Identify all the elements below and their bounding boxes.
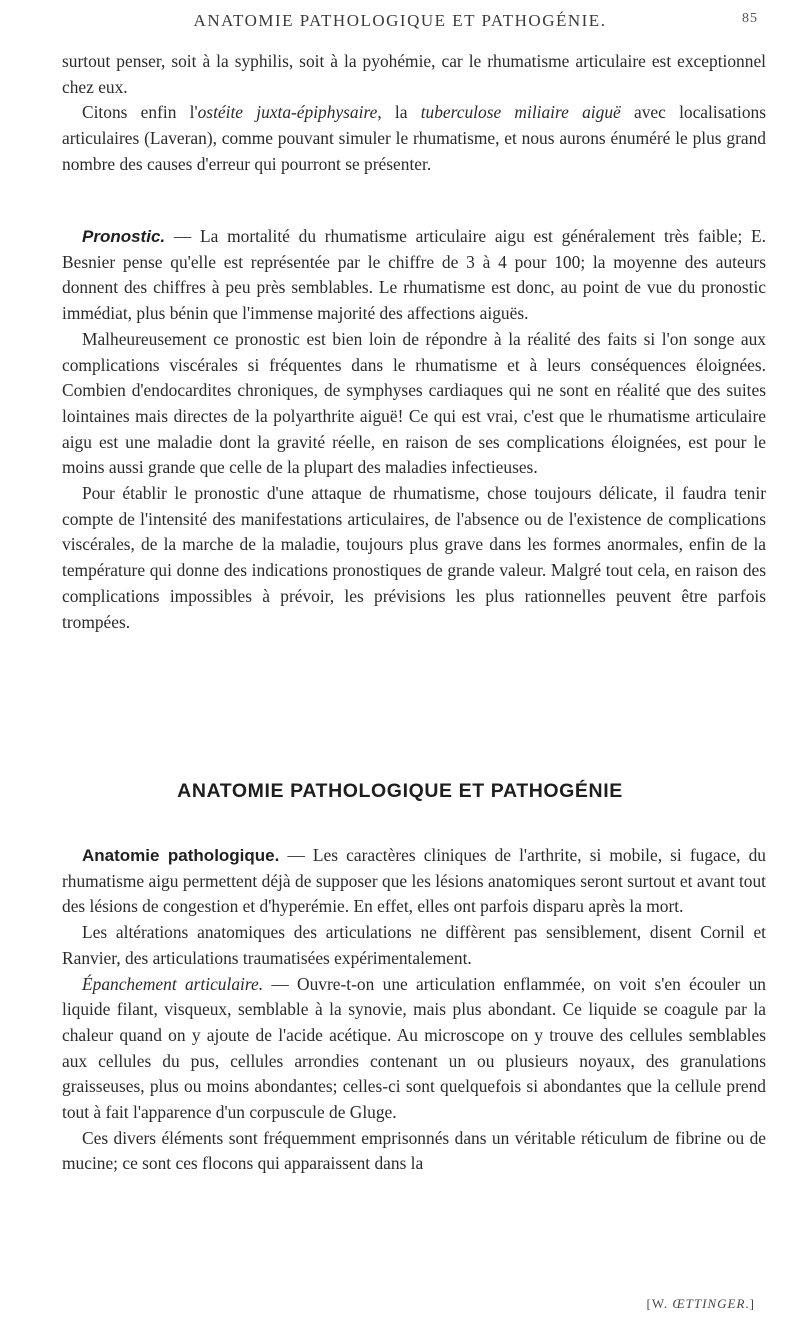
- paragraph-epanchement: [62, 972, 766, 1126]
- author-signature: [647, 1296, 756, 1312]
- italic-term: tuberculose miliaire aiguë: [420, 102, 621, 123]
- paragraph-anatomie: [62, 843, 766, 920]
- paragraph-text: Malheureusement ce pronostic est bien loin de répondre à la réalité des faits si l'on songe aux complications viscérales si fréquentes dans le rhumatisme et à leurs conséquences éloignées. Combien d'endocardites chroniques, de symphyses cardiaques qui ne sont en réalité que des suites lointaines mais directes de la polyarthrite aiguë! Ce qui est vrai, c'est que le rhumatisme articulaire aigu est une maladie dont la gravité réelle, en raison de ses complications éloignées, est pour le moins aussi grande que celle de la plupart des maladies infectieuses.: [62, 328, 766, 478]
- running-head: [0, 11, 800, 35]
- paragraph-text: Citons enfin l': [82, 102, 198, 123]
- signature-bracket: .]: [745, 1296, 755, 1311]
- signature-bracket: [W.: [646, 1296, 673, 1311]
- paragraph-text: — Les caractères cliniques de l'arthrite, si mobile, si fugace, du rhumatisme aigu permettent déjà de supposer que les lésions anatomiques seront surtout et avant tout des lésions de congestion et d'hyperémie. En effet, elles ont parfois disparu après la mort.: [62, 845, 767, 917]
- running-title: ANATOMIE PATHOLOGIQUE ET PATHOGÉNIE.: [193, 11, 607, 30]
- anatomie-section: [62, 843, 766, 1177]
- paragraph-text: , la: [377, 102, 421, 123]
- paragraph-elements: [62, 1126, 766, 1177]
- epanchement-heading: Épanchement articulaire.: [82, 973, 264, 994]
- pronostic-heading: Pronostic.: [82, 227, 166, 246]
- anatomie-heading: Anatomie pathologique.: [82, 846, 280, 865]
- paragraph-etablir: [62, 481, 766, 635]
- paragraph-syphilis: [62, 49, 766, 100]
- paragraph-text: avec localisations articulaires (Laveran), comme pouvant simuler le rhumatisme, et nous aurons énuméré le plus grand nombre des causes d'erreur qui pourront se présenter.: [62, 102, 767, 174]
- paragraph-text: surtout penser, soit à la syphilis, soit à la pyohémie, car le rhumatisme articulaire est exceptionnel chez eux.: [62, 51, 766, 97]
- signature-name: ŒTTINGER: [672, 1296, 746, 1311]
- pronostic-section: [62, 224, 766, 635]
- paragraph-text: Pour établir le pronostic d'une attaque de rhumatisme, chose toujours délicate, il faudra tenir compte de l'intensité des manifestations articulaires, de l'absence ou de l'existence de complications viscérales, de la marche de la maladie, toujours plus grave dans les formes anormales, enfin de la température qui donne des indications pronostiques de grande valeur. Malgré tout cela, en raison des complications impossibles à prévoir, les prévisions les plus rationnelles peuvent être parfois trompées.: [62, 483, 766, 632]
- paragraph-text: — Ouvre-t-on une articulation enflammée, on voit s'en écouler un liquide filant, visqueux, semblable à la synovie, mais plus abondant. Ce liquide se coagule par la chaleur quand on y ajoute de l'acide acétique. Au microscope on y trouve des cellules semblables aux cellules du pus, cellules arrondies contenant un ou plusieurs noyaux, des granulations graisseuses, plus ou moins abondantes; celles-ci sont quelquefois si abondantes que la cellule prend tout à fait l'apparence d'un corpuscule de Gluge.: [62, 973, 766, 1123]
- section-title: ANATOMIE PATHOLOGIQUE ET PATHOGÉNIE: [177, 780, 623, 802]
- italic-term: ostéite juxta-épiphysaire: [197, 102, 378, 123]
- paragraph-pronostic: [62, 224, 766, 327]
- paragraph-osteite: [62, 100, 766, 177]
- paragraph-malheureusement: [62, 327, 766, 481]
- paragraph-text: Ces divers éléments sont fréquemment emprisonnés dans un véritable réticulum de fibrine ou de mucine; ce sont ces flocons qui apparaissent dans la: [62, 1127, 766, 1174]
- page-number: 85: [742, 11, 758, 26]
- text-block-top: [62, 49, 766, 178]
- paragraph-alterations: [62, 920, 766, 971]
- paragraph-text: — La mortalité du rhumatisme articulaire aigu est généralement très faible; E. Besnier pense qu'elle est représentée par le chiffre de 3 à 4 pour 100; la moyenne des auteurs donnent des chiffres à peu près semblables. Le rhumatisme est donc, au point de vue du pronostic immédiat, plus bénin que l'immense majorité des affections aiguës.: [62, 226, 766, 324]
- paragraph-text: Les altérations anatomiques des articulations ne diffèrent pas sensiblement, disent Cornil et Ranvier, des articulations traumatisées expérimentalement.: [62, 922, 766, 968]
